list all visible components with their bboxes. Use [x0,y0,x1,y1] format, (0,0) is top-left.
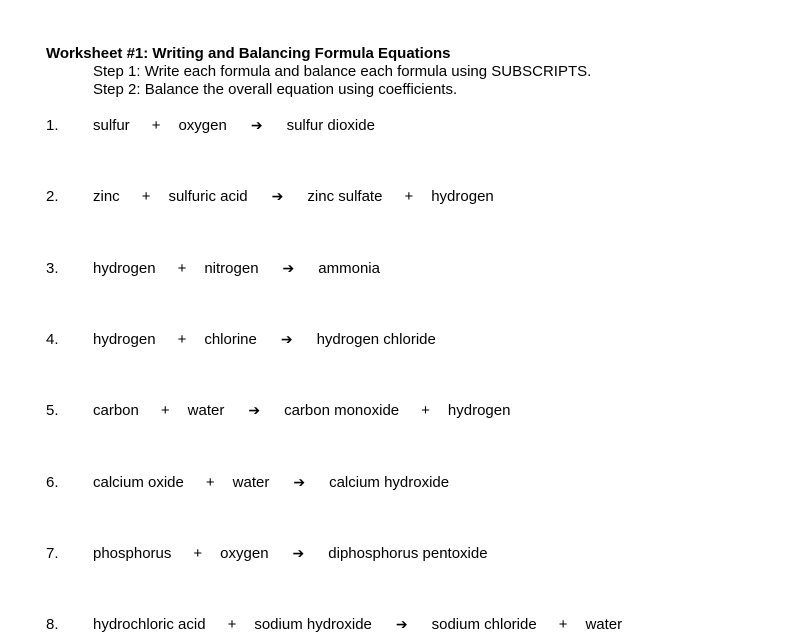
plus-sign: + [421,402,430,420]
plus-sign: + [177,330,187,348]
reactant-term: chlorine [204,330,257,348]
product-term: diphosphorus pentoxide [328,544,488,562]
plus-sign: + [177,259,187,277]
reactant-term: sodium hydroxide [254,616,372,634]
equation-number: 2. [46,188,59,206]
equation-terms [93,260,380,277]
plus-sign: + [404,188,414,206]
reactant-term: hydrochloric acid [93,616,206,634]
reactant-term: carbon [93,402,139,420]
reactant-term: water [232,473,270,491]
step-1-instruction: Step 1: Write each formula and balance each formula using SUBSCRIPTS. [93,63,592,80]
plus-sign: + [160,402,170,420]
reactant-term: calcium oxide [93,473,184,491]
yields-arrow-icon: ➔ [292,544,305,561]
product-term: calcium hydroxide [329,473,450,491]
step-2-instruction: Step 2: Balance the overall equation using coefficients. [93,81,458,98]
equation-number: 7. [46,544,59,562]
equation-terms [93,545,488,562]
product-term: sulfur dioxide [286,117,375,134]
equation-terms [93,331,436,348]
yields-arrow-icon: ➔ [250,117,263,133]
reactant-term: zinc [93,188,120,206]
yields-arrow-icon: ➔ [293,473,306,490]
equation-number: 6. [46,473,59,491]
equation-terms [93,117,375,134]
worksheet-title: Worksheet #1: Writing and Balancing Formula Equations [46,45,451,62]
plus-sign: + [558,616,568,634]
reactant-term: hydrogen [93,330,156,348]
reactant-term: phosphorus [93,544,172,562]
yields-arrow-icon: ➔ [280,330,293,347]
equation-terms [93,188,494,205]
product-term: hydrogen chloride [316,330,436,348]
plus-sign: + [205,473,215,491]
reactant-term: hydrogen [93,259,156,277]
equation-number: 1. [46,117,59,134]
reactant-term: water [187,402,225,420]
product-term: sodium chloride [431,616,537,634]
reactant-term: sulfur [93,117,130,134]
plus-sign: + [141,188,151,206]
reactant-term: nitrogen [204,259,259,277]
yields-arrow-icon: ➔ [248,402,261,419]
equation-number: 3. [46,259,59,277]
equation-terms [93,402,510,419]
product-term: hydrogen [447,402,511,420]
product-term: zinc sulfate [307,188,383,206]
reactant-term: oxygen [220,544,269,562]
reactant-term: sulfuric acid [168,188,248,206]
reactant-term: oxygen [178,117,227,134]
yields-arrow-icon: ➔ [282,259,295,276]
equation-terms [93,616,622,633]
plus-sign: + [193,544,203,562]
equation-terms [93,474,449,491]
plus-sign: + [151,117,161,134]
yields-arrow-icon: ➔ [395,616,408,633]
yields-arrow-icon: ➔ [271,188,284,205]
product-term: water [585,616,623,634]
equation-number: 8. [46,616,59,634]
equation-number: 4. [46,330,59,348]
product-term: hydrogen [431,188,494,206]
product-term: carbon monoxide [284,402,400,420]
equation-number: 5. [46,402,59,420]
plus-sign: + [227,616,237,634]
product-term: ammonia [318,259,380,277]
